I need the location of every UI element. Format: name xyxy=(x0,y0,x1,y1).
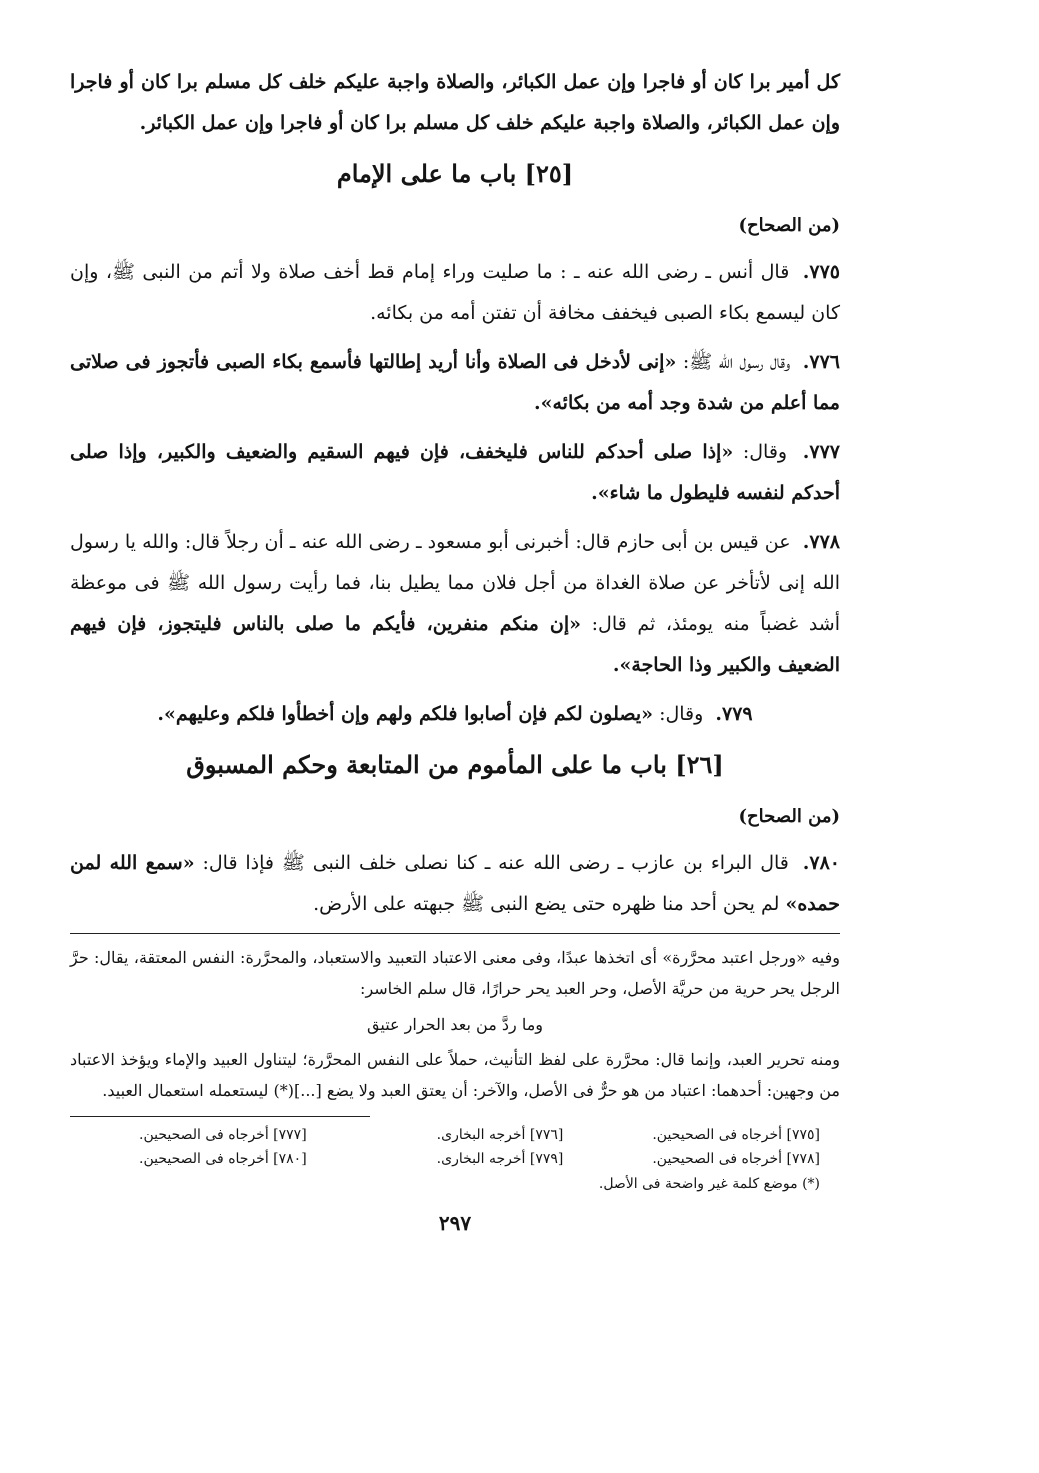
hadith-intro: وقال رسول الله ﷺ: xyxy=(682,351,791,373)
hadith-777 xyxy=(70,432,840,514)
footnote-775: [٧٧٥] أخرجاه فى الصحيحين. xyxy=(652,1127,820,1143)
page-number: ٢٩٧ xyxy=(438,1211,472,1235)
hadith-quote: «سمع الله لمن حمده» xyxy=(70,852,840,915)
hadith-text-end: لم يحن أحد منا ظهره حتى يضع النبى ﷺ جبهته على الأرض. xyxy=(313,893,780,915)
hadith-780 xyxy=(70,843,840,925)
hadith-number: ٧٧٥. xyxy=(802,261,840,283)
hadith-number: ٧٨٠. xyxy=(802,852,840,874)
hadith-quote: «يصلون لكم فإن أصابوا فلكم ولهم وإن أخطأوا فلكم وعليهم». xyxy=(157,703,654,725)
hadith-778 xyxy=(70,522,840,686)
footnote-777: [٧٧٧] أخرجاه فى الصحيحين. xyxy=(139,1127,307,1143)
footnote-780: [٧٨٠] أخرجاه فى الصحيحين. xyxy=(139,1151,307,1167)
hadith-quote: «إنى لأدخل فى الصلاة وأنا أريد إطالتها فأسمع بكاء الصبى فأتجوز فى صلاتى مما أعلم من شدة وجد أمه من بكائه». xyxy=(70,351,840,414)
source-label: (من الصحاح) xyxy=(738,215,840,236)
section-heading-26: [٢٦] باب ما على المأموم من المتابعة وحكم المسبوق xyxy=(186,750,724,779)
note-paragraph: وفيه «ورجل اعتبد محرَّرة» أى اتخذها عبدًا، وفى معنى الاعتباد التعبيد والاستعباد، والمحرَّرة: النفس المعتقة، يقال: حرَّ الرجل يحر حرية من حريَّة الأصل، وحر العبد يحر حرارًا، قال سلم الخاسر: xyxy=(70,948,840,998)
hadith-779 xyxy=(70,694,840,735)
notes-divider xyxy=(70,933,840,934)
hadith-intro: وقال: xyxy=(742,441,788,463)
footnote-star: (*) موضع كلمة غير واضحة فى الأصل. xyxy=(598,1176,820,1192)
hadith-number: ٧٧٦. xyxy=(802,351,840,373)
hadith-text: قال البراء بن عازب ـ رضى الله عنه ـ كنا نصلى خلف النبى ﷺ فإذا قال: xyxy=(202,852,789,874)
hadith-quote: «إذا صلى أحدكم للناس فليخفف، فإن فيهم السقيم والضعيف والكبير، وإذا صلى أحدكم لنفسه فليطول ما شاء». xyxy=(70,441,840,504)
note-paragraph: ومنه تحرير العبد، وإنما قال: محرَّرة على لفظ التأنيث، حملاً على النفس المحرَّرة؛ ليتناول العبيد والإماء ويؤخذ الاعتباد من وجهين: أحدهما: اعتباد من هو حرٌّ فى الأصل، والآخر: أن يعتق العبد ولا يضع [...](*) ليستعمله استعمال العبيد. xyxy=(70,1050,840,1100)
hadith-text: قال أنس ـ رضى الله عنه ـ : ما صليت وراء إمام قط أخف صلاة ولا أتم من النبى ﷺ، وإن كان ليسمع بكاء الصبى فيخفف مخافة أن تفتن أمه من بكائه. xyxy=(70,261,840,324)
intro-paragraph xyxy=(70,62,840,144)
hadith-text: عن قيس بن أبى حازم قال: أخبرنى أبو مسعود ـ رضى الله عنه ـ أن رجلاً قال: والله يا رسول الله إنى لأتأخر عن صلاة الغداة من أجل فلان مما يطيل بنا، فما رأيت رسول الله ﷺ فى موعظة أشد غضباً منه يومئذ، ثم قال: xyxy=(70,531,840,635)
footnote-778: [٧٧٨] أخرجاه فى الصحيحين. xyxy=(652,1151,820,1167)
page-body xyxy=(70,62,840,1235)
footnotes-grid xyxy=(70,1123,840,1171)
hadith-number: ٧٧٧. xyxy=(802,441,840,463)
section-heading-25: [٢٥] باب ما على الإمام xyxy=(336,159,574,188)
source-label: (من الصحاح) xyxy=(738,806,840,827)
intro-text: كل أمير برا كان أو فاجرا وإن عمل الكبائر، والصلاة واجبة عليكم خلف كل مسلم برا كان أو فاجرا وإن عمل الكبائر، والصلاة واجبة عليكم خلف كل مسلم برا كان أو فاجرا وإن عمل الكبائر. xyxy=(70,71,840,134)
poetry-verse: وما ردَّ من بعد الحرار عتيق xyxy=(367,1015,543,1034)
hadith-number: ٧٧٩. xyxy=(715,703,753,725)
footnote-779: [٧٧٩] أخرجه البخارى. xyxy=(436,1151,564,1167)
hadith-776 xyxy=(70,342,840,424)
footnote-776: [٧٧٦] أخرجه البخارى. xyxy=(436,1127,564,1143)
hadith-number: ٧٧٨. xyxy=(802,531,840,553)
hadith-775 xyxy=(70,252,840,334)
hadith-quote: «إن منكم منفرين، فأيكم ما صلى بالناس فليتجوز، فإن فيهم الضعيف والكبير وذا الحاجة». xyxy=(70,613,840,676)
footnotes-divider xyxy=(70,1116,370,1117)
hadith-intro: وقال: xyxy=(659,703,704,725)
